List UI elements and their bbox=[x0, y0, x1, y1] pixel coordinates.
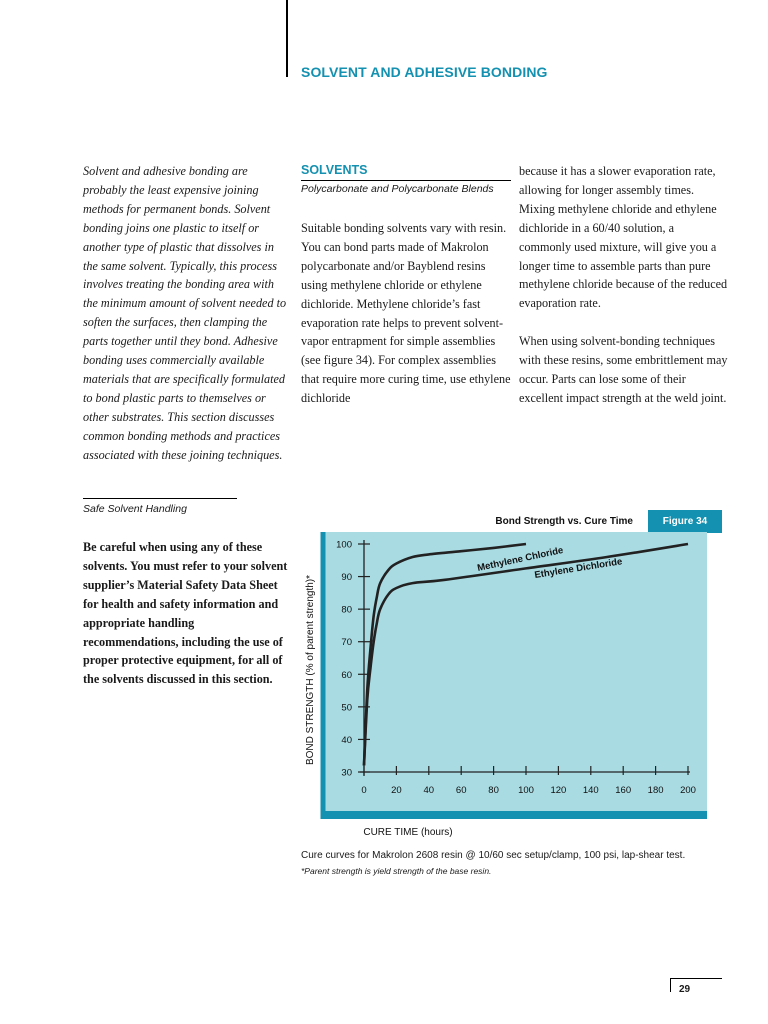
y-axis-label: BOND STRENGTH (% of parent strength)* bbox=[305, 574, 316, 766]
safety-heading-rule bbox=[83, 498, 237, 499]
x-tick-label: 120 bbox=[550, 785, 567, 796]
y-tick-label: 100 bbox=[336, 539, 352, 551]
x-tick-label: 0 bbox=[361, 785, 367, 796]
y-tick-label: 30 bbox=[341, 767, 352, 779]
x-axis-label: CURE TIME (hours) bbox=[363, 827, 453, 838]
y-tick-label: 60 bbox=[341, 669, 352, 681]
page-number-vertical-rule bbox=[670, 978, 671, 992]
x-tick-label: 20 bbox=[391, 785, 402, 796]
x-tick-label: 160 bbox=[615, 785, 632, 796]
x-tick-label: 40 bbox=[423, 785, 435, 796]
page-number-rule bbox=[670, 978, 722, 979]
x-tick-label: 80 bbox=[488, 785, 499, 796]
solvents-subheading: Polycarbonate and Polycarbonate Blends bbox=[301, 183, 494, 195]
figure-caption: Cure curves for Makrolon 2608 resin @ 10/60 sec setup/clamp, 100 psi, lap-shear test. bbox=[301, 850, 686, 861]
y-tick-label: 50 bbox=[341, 702, 352, 714]
solvents-paragraph-continued: because it has a slower evaporation rate, allowing for longer assembly times. Mixing methylene chloride and ethylene dichloride in a 60/40 solution, a commonly used mixture, will give you a longer time to assemble parts than pure methylene chloride because of the reduced evaporation rate. bbox=[519, 164, 728, 311]
x-tick-label: 100 bbox=[518, 785, 534, 796]
safety-heading: Safe Solvent Handling bbox=[83, 503, 187, 515]
x-tick-label: 140 bbox=[582, 785, 599, 796]
chart-title: Bond Strength vs. Cure Time bbox=[495, 516, 633, 527]
series-label-methylene: Methylene Chloride bbox=[476, 544, 565, 574]
plot-bottom-band bbox=[323, 811, 707, 819]
series-label-ethylene: Ethylene Dichloride bbox=[533, 556, 624, 581]
page-number: 29 bbox=[679, 984, 691, 995]
plot-background bbox=[323, 532, 707, 819]
x-tick-label: 200 bbox=[680, 785, 696, 796]
y-tick-label: 80 bbox=[341, 604, 352, 616]
figure-footnote: *Parent strength is yield strength of the base resin. bbox=[301, 866, 492, 876]
y-tick-label: 90 bbox=[341, 572, 352, 584]
figure-label: Figure 34 bbox=[662, 516, 708, 527]
section-title: SOLVENT AND ADHESIVE BONDING bbox=[301, 64, 548, 80]
y-tick-label: 40 bbox=[341, 734, 352, 746]
solvents-heading-rule bbox=[301, 180, 511, 181]
safety-warning: Be careful when using any of these solvents. You must refer to your solvent supplier’s Material Safety Data Sheet for health and safety information and appropriate handling recommendations, including the use of proper protective equipment, for all of the solvents discussed in this section. bbox=[83, 540, 288, 687]
x-tick-label: 60 bbox=[455, 785, 467, 796]
solvents-heading: SOLVENTS bbox=[301, 163, 368, 177]
intro-paragraph: Solvent and adhesive bonding are probably the least expensive joining methods for permanent bonds. Solvent bonding joins one plastic to itself or another type of plastic that dissolves in the same solvent. Typically, this process involves treating the bonding area with the minimum amount of solvent needed to soften the surfaces, then clamping the parts together until they bond. Adhesive bonding uses commercially available materials that are specifically formulated to bond plastic parts to themselves or other substrates. This section discusses common bonding methods and practices associated with these joining techniques. bbox=[83, 164, 287, 462]
x-tick-label: 180 bbox=[647, 785, 664, 796]
header-vertical-rule bbox=[286, 0, 288, 77]
embrittlement-paragraph: When using solvent-bonding techniques with these resins, some embrittlement may occur. Parts can lose some of their excellent impact strength at the weld joint. bbox=[519, 334, 728, 405]
bond-strength-chart bbox=[0, 500, 768, 840]
solvents-paragraph: Suitable bonding solvents vary with resin. You can bond parts made of Makrolon polycarbonate and/or Bayblend resins using methylene chloride or ethylene dichloride. Methylene chloride’s fast evaporation rate helps to prevent solvent-vapor entrapment for simple assemblies (see figure 34). For complex assemblies that require more curing time, use ethylene dichloride bbox=[301, 221, 511, 406]
y-tick-label: 70 bbox=[341, 637, 352, 649]
